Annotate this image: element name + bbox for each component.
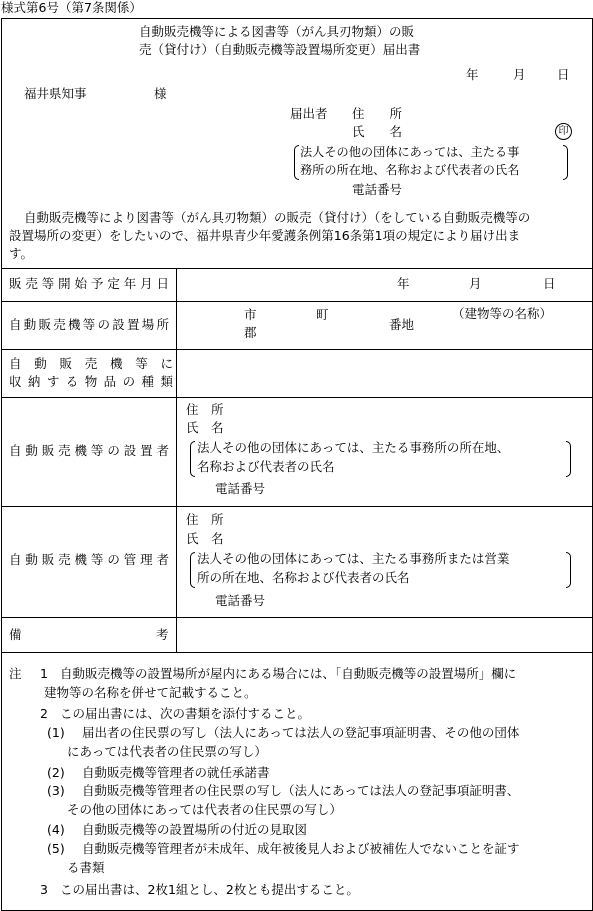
remarks-label-right: 考 xyxy=(156,627,169,642)
sub-item-5-line2: る書類 xyxy=(67,860,105,875)
remarks-label-left: 備 xyxy=(9,627,22,642)
sub-item-5-line1: 自動販売機等管理者が未成年、成年被後見人および被補佐人でないことを証す xyxy=(82,841,520,856)
left-bracket xyxy=(294,145,299,180)
applicant-corp-note-line2: 務所の所在地、名称および代表者の氏名 xyxy=(300,163,520,177)
location-building: （建物等の名称） xyxy=(452,306,553,321)
note-2-text: この届出書には、次の書類を添付すること。 xyxy=(60,706,311,721)
note-1-number: 1 xyxy=(40,666,48,681)
installer-label: 自動販売機等の設置者 xyxy=(9,443,169,458)
start-date-month: 月 xyxy=(469,276,482,291)
sub-item-4-text: 自動販売機等の設置場所の付近の見取図 xyxy=(82,822,308,837)
row-divider xyxy=(1,268,593,269)
sub-item-1-line1: 届出者の住民票の写し（法人にあっては法人の登記事項証明書、その他の団体 xyxy=(82,725,520,740)
table-top-border xyxy=(1,18,593,19)
sub-item-1-number: (1) xyxy=(47,725,65,740)
row-divider xyxy=(1,397,593,398)
location-town: 町 xyxy=(316,307,329,322)
row-divider xyxy=(1,652,593,653)
installer-name-label: 氏 名 xyxy=(186,420,224,435)
body-text-line1: 自動販売機等により図書等（がん具刃物類）の販売（貸付け）（をしている自動販売機等の xyxy=(24,210,531,225)
goods-label-line2: 収納する物品の種類 xyxy=(9,374,173,389)
body-text-line3: す。 xyxy=(9,246,34,261)
left-bracket xyxy=(190,441,195,477)
date-day: 日 xyxy=(557,67,570,82)
table-left-border xyxy=(1,18,2,911)
date-year: 年 xyxy=(466,67,479,82)
notes-prefix: 注 xyxy=(9,666,22,681)
applicant-phone-label: 電話番号 xyxy=(352,182,403,197)
form-title-line2: 売（貸付け）（自動販売機等設置場所変更）届出書 xyxy=(139,42,421,57)
note-2-number: 2 xyxy=(40,706,48,721)
form-number: 様式第6号（第7条関係） xyxy=(1,0,142,15)
note-3-number: 3 xyxy=(40,882,48,897)
applicant-label: 届出者 xyxy=(290,106,328,121)
location-city: 市 xyxy=(244,307,257,322)
row-divider xyxy=(1,506,593,507)
manager-address-label: 住 所 xyxy=(186,512,224,527)
applicant-corp-note-line1: 法人その他の団体にあっては、主たる事 xyxy=(300,145,520,159)
location-lot: 番地 xyxy=(389,317,415,332)
installer-phone-label: 電話番号 xyxy=(215,481,266,496)
sub-item-4-number: (4) xyxy=(47,822,65,837)
note-1-line1: 自動販売機等の設置場所が屋内にある場合には、「自動販売機等の設置場所」欄に xyxy=(60,666,517,681)
manager-name-label: 氏 名 xyxy=(186,531,224,546)
manager-corp-note-line2: 所の所在地、名称および代表者の氏名 xyxy=(197,570,410,585)
row-divider xyxy=(1,301,593,302)
left-bracket xyxy=(190,552,195,588)
start-date-day: 日 xyxy=(543,276,556,291)
applicant-address-label: 住 所 xyxy=(352,106,403,121)
start-date-label: 販売等開始予定年月日 xyxy=(9,276,169,291)
sub-item-3-number: (3) xyxy=(47,783,65,798)
right-bracket xyxy=(563,145,568,180)
manager-phone-label: 電話番号 xyxy=(215,593,266,608)
note-1-line2: 建物等の名称を併せて記載すること。 xyxy=(44,685,257,700)
sub-item-3-line1: 自動販売機等管理者の住民票の写し（法人にあっては法人の登記事項証明書、 xyxy=(82,783,520,798)
row-divider xyxy=(1,349,593,350)
addressee: 福井県知事 xyxy=(24,86,87,101)
start-date-year: 年 xyxy=(397,276,410,291)
sub-item-5-number: (5) xyxy=(47,841,65,856)
installer-address-label: 住 所 xyxy=(186,402,224,417)
location-district: 郡 xyxy=(244,325,257,340)
applicant-name-label: 氏 名 xyxy=(352,124,403,139)
seal-mark: 印 xyxy=(555,123,572,140)
date-month: 月 xyxy=(513,67,526,82)
sub-item-2-number: (2) xyxy=(47,765,65,780)
sub-item-3-line2: その他の団体にあっては代表者の住民票の写し） xyxy=(67,802,342,817)
installer-corp-note-line2: 名称および代表者の氏名 xyxy=(197,459,335,474)
column-divider xyxy=(176,268,177,652)
sub-item-1-line2: にあっては代表者の住民票の写し） xyxy=(67,744,267,759)
form-title-line1: 自動販売機等による図書等（がん具刃物類）の販 xyxy=(139,24,415,39)
row-divider xyxy=(1,617,593,618)
note-3-text: この届出書は、2枚1組とし、2枚とも提出すること。 xyxy=(60,882,359,897)
location-label: 自動販売機等の設置場所 xyxy=(9,317,169,332)
addressee-honorific: 様 xyxy=(154,86,167,101)
installer-corp-note-line1: 法人その他の団体にあっては、主たる事務所の所在地、 xyxy=(197,440,510,455)
manager-label: 自動販売機等の管理者 xyxy=(9,552,169,567)
right-bracket xyxy=(566,441,571,477)
sub-item-2-text: 自動販売機等管理者の就任承諾書 xyxy=(82,765,270,780)
goods-label-line1: 自動販売機等に xyxy=(9,356,173,371)
right-bracket xyxy=(566,552,571,588)
body-text-line2: 設置場所の変更）をしたいので、福井県青少年愛護条例第16条第1項の規定により届け出ま xyxy=(9,228,521,243)
manager-corp-note-line1: 法人その他の団体にあっては、主たる事務所または営業 xyxy=(197,551,510,566)
